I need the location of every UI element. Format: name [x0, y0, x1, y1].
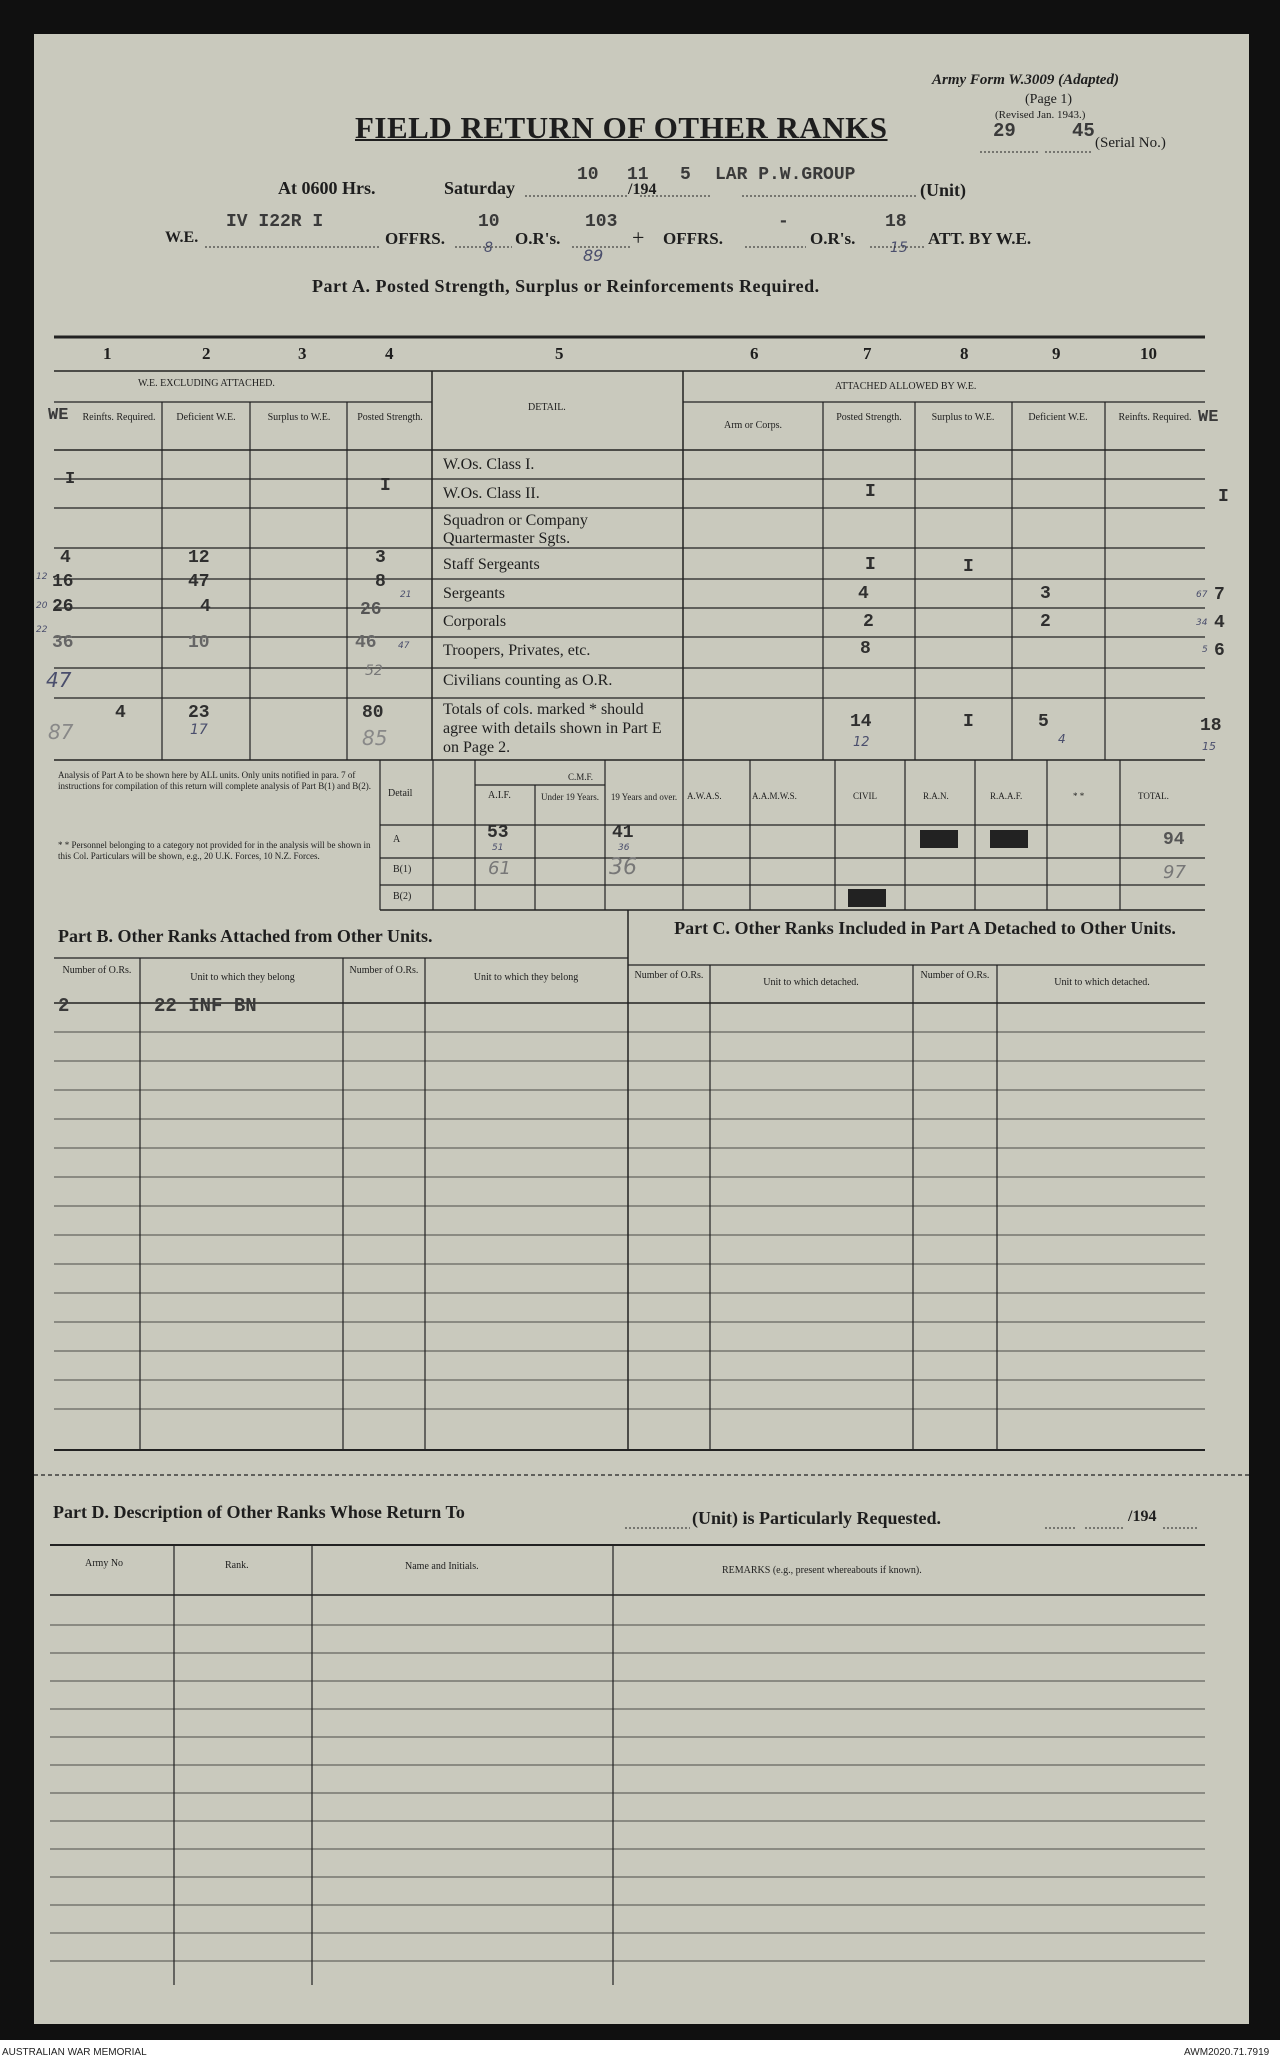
hw-c10-sgt: 67 [1196, 590, 1208, 600]
we-marker-left: WE [48, 406, 69, 425]
value-c10-sgt: 7 [1214, 585, 1225, 605]
ors-value: 103 [585, 212, 618, 232]
analysis-col-total: TOTAL. [1138, 791, 1169, 801]
value-c4-total: 80 [362, 703, 384, 723]
value-c9-total: 5 [1038, 712, 1049, 732]
time-label: At 0600 Hrs. [278, 178, 376, 198]
col-number-8: 8 [960, 344, 969, 363]
value-c1-sgt: 16 [52, 572, 74, 592]
offrs-value: 10 [478, 212, 500, 232]
part-b-col-unit: Unit to which they belong [190, 972, 295, 983]
part-d-col-army-no: Army No [85, 1558, 124, 1569]
analysis-b1-cmf: 36 [609, 855, 637, 880]
header-posted-strength-att: Posted Strength. [836, 412, 902, 423]
part-b-entry-number: 2 [58, 995, 70, 1017]
unit-name: LAR P.W.GROUP [715, 165, 856, 185]
analysis-col-awas: A.W.A.S. [687, 791, 722, 801]
hw-c10-total: 15 [1202, 740, 1216, 753]
analysis-b1-aif: 61 [488, 858, 511, 879]
footer-source: AUSTRALIAN WAR MEMORIAL [2, 2047, 147, 2058]
part-d-title-2: (Unit) is Particularly Requested. [692, 1508, 941, 1528]
analysis-col-cmf: C.M.F. [568, 772, 594, 782]
hw-c10-cpl: 34 [1196, 618, 1208, 628]
footer-accession: AWM2020.71.7919 [1184, 2047, 1270, 2058]
value-c7-tpr: 8 [860, 639, 871, 659]
value-c10-cpl: 4 [1214, 613, 1225, 633]
value-c1-wo1: I [65, 470, 76, 489]
value-c10-wo2: I [1218, 487, 1229, 507]
value-c7-sgt: 4 [858, 584, 869, 604]
detail-staff-sergeants: Staff Sergeants [443, 556, 540, 573]
att-label: ATT. BY W.E. [928, 229, 1032, 248]
value-c1-civ: 47 [46, 668, 72, 692]
value-c8-ssgt: I [963, 557, 974, 577]
analysis-col-aif: A.I.F. [488, 790, 511, 801]
value-c2-tpr: 10 [188, 633, 210, 653]
detail-troopers: Troopers, Privates, etc. [443, 642, 591, 659]
group-header-attached: ATTACHED ALLOWED BY W.E. [835, 381, 977, 392]
serial-number-2: 45 [1072, 120, 1095, 142]
value-c1-cpl: 26 [52, 597, 74, 617]
unit-label: (Unit) [920, 180, 966, 200]
value-c10-tpr: 6 [1214, 641, 1225, 661]
col-number-5: 5 [555, 344, 564, 363]
date-day: 10 [577, 165, 599, 185]
col-number-9: 9 [1052, 344, 1061, 363]
we-label: W.E. [165, 229, 199, 246]
header-posted-strength: Posted Strength. [357, 412, 423, 423]
header-arm-corps: Arm or Corps. [723, 420, 783, 431]
analysis-note-2: * * Personnel belonging to a category not provided for in the analysis will be shown in this Col. Particulars will be shown, e.g., 20 U.K. Forces, 10 N.Z. Forces. [58, 840, 371, 861]
analysis-col-other: * * [1073, 791, 1085, 801]
part-c-col-number-2: Number of O.Rs. [920, 970, 990, 981]
detail-corporals: Corporals [443, 613, 507, 630]
redaction-civil [848, 889, 886, 907]
value-c1-tpr: 36 [52, 633, 74, 653]
analysis-a-total: 94 [1163, 830, 1185, 850]
value-c7-ssgt: I [865, 555, 876, 575]
redaction-ran [920, 830, 958, 848]
we-marker-right: WE [1198, 408, 1219, 427]
ors-label: O.R's. [515, 229, 561, 248]
value-c4-wo2: I [380, 476, 391, 496]
offrs2-label: OFFRS. [663, 229, 723, 248]
value-c2-cpl: 4 [200, 597, 211, 617]
col-number-7: 7 [863, 344, 872, 363]
detail-sergeants: Sergeants [443, 585, 505, 602]
offrs-label: OFFRS. [385, 229, 445, 248]
analysis-a-aif-hw: 51 [492, 843, 504, 853]
part-d-col-name: Name and Initials. [405, 1561, 479, 1572]
we-value: IV I22R I [226, 212, 324, 232]
analysis-col-under19: Under 19 Years. [541, 792, 599, 802]
col-number-3: 3 [298, 344, 307, 363]
detail-totals: Totals of cols. marked * should agree with details shown in Part E on Page 2. [443, 701, 662, 756]
part-b-col-unit-2: Unit to which they belong [473, 972, 579, 983]
analysis-col-raaf: R.A.A.F. [990, 791, 1023, 801]
part-b-entry-unit: 22 INF BN [154, 995, 257, 1017]
detail-civilians: Civilians counting as O.R. [443, 672, 613, 689]
analysis-row-b2: B(2) [393, 891, 412, 902]
value-c9-sgt: 3 [1040, 584, 1051, 604]
offrs2-value: - [778, 212, 789, 232]
value-c2-ssgt: 12 [188, 548, 210, 568]
part-a-title: Part A. Posted Strength, Surplus or Reinforcements Required. [312, 276, 820, 296]
part-d-date: /194 [1128, 1508, 1157, 1525]
value-c1-ssgt: 4 [60, 548, 71, 568]
analysis-note-1: Analysis of Part A to be shown here by ALL units. Only units notified in para. 7 of instructions for compilation of this return will complete analysis of Part B(1) and B(2). [58, 770, 371, 791]
hw-c1-note-1: 12 [36, 572, 48, 582]
ors2-value: 18 [885, 212, 907, 232]
header-reinfts-required: Reinfts. Required. [82, 412, 156, 423]
header-deficient-we: Deficient W.E. [176, 412, 236, 423]
detail-header: DETAIL. [528, 402, 566, 413]
header-surplus-we-att: Surplus to W.E. [931, 412, 995, 423]
ors2-handwritten: 15 [890, 240, 908, 256]
revised-date: (Revised Jan. 1943.) [995, 109, 1086, 121]
plus-sign: + [632, 225, 645, 250]
analysis-row-b1: B(1) [393, 864, 412, 875]
date-month: 11 [627, 165, 649, 185]
hw-c9-total: 4 [1058, 732, 1066, 746]
value-c2-sgt: 47 [188, 572, 210, 592]
hw-c1-note-2: 20 [36, 601, 48, 611]
col-number-4: 4 [385, 344, 394, 363]
ors-handwritten: 89 [583, 246, 604, 265]
analysis-col-19-over: 19 Years and over. [610, 792, 678, 802]
detail-wo-class-2: W.Os. Class II. [443, 485, 540, 502]
header-reinfts-required-att: Reinfts. Required. [1118, 412, 1192, 423]
value-c4-sgt: 8 [375, 572, 386, 592]
value-c9-cpl: 2 [1040, 612, 1051, 632]
part-d-col-rank: Rank. [225, 1560, 249, 1571]
value-c10-total: 18 [1200, 716, 1222, 736]
value-c7-wo2: I [865, 482, 876, 502]
hw-c7-total: 12 [853, 735, 870, 750]
serial-label: (Serial No.) [1095, 135, 1166, 151]
part-b-title: Part B. Other Ranks Attached from Other Units. [58, 926, 433, 946]
col-number-2: 2 [202, 344, 211, 363]
analysis-a-aif: 53 [487, 823, 509, 843]
day-label: Saturday [444, 178, 516, 198]
year-label: /194 [628, 181, 657, 198]
col-number-10: 10 [1140, 344, 1157, 363]
value-c8-total: I [963, 712, 974, 732]
offrs-handwritten: 8 [484, 240, 493, 256]
part-b-col-number-2: Number of O.Rs. [349, 965, 419, 976]
part-c-col-number: Number of O.Rs. [634, 970, 704, 981]
analysis-col-aamws: A.A.M.W.S. [752, 791, 797, 801]
page-number: (Page 1) [1025, 92, 1073, 107]
part-c-col-unit: Unit to which detached. [763, 977, 859, 988]
year-value: 5 [680, 165, 691, 185]
analysis-b1-total: 97 [1163, 862, 1186, 883]
value-c4-tpr: 46 [355, 633, 377, 653]
hw-c1-note-3: 22 [36, 625, 48, 635]
col-number-1: 1 [103, 344, 112, 363]
header-surplus-we: Surplus to W.E. [267, 412, 331, 423]
hw-c4-total: 85 [362, 726, 388, 750]
value-c7-total: 14 [850, 712, 872, 732]
analysis-a-cmf-hw: 36 [618, 843, 630, 853]
analysis-col-detail: Detail [388, 788, 413, 799]
ors2-label: O.R's. [810, 229, 856, 248]
redaction-raaf [990, 830, 1028, 848]
serial-number: 29 [993, 120, 1016, 142]
part-d-title: Part D. Description of Other Ranks Whose Return To [53, 1502, 465, 1522]
value-c1-total: 4 [115, 703, 126, 723]
part-c-col-unit-2: Unit to which detached. [1054, 977, 1150, 988]
value-c4-cpl: 26 [360, 600, 382, 620]
analysis-row-a: A [393, 834, 401, 845]
form-id: Army Form W.3009 (Adapted) [932, 72, 1119, 88]
group-header-we-excluding: W.E. EXCLUDING ATTACHED. [138, 378, 275, 389]
analysis-col-ran: R.A.N. [923, 791, 949, 801]
page-title: FIELD RETURN OF OTHER RANKS [355, 110, 888, 145]
part-c-title: Part C. Other Ranks Included in Part A Detached to Other Units. [674, 918, 1176, 938]
hw-c10-tpr: 5 [1202, 645, 1208, 655]
value-c4-civ: 52 [365, 663, 383, 679]
value-c7-cpl: 2 [863, 612, 874, 632]
header-deficient-we-att: Deficient W.E. [1028, 412, 1088, 423]
value-c2-total: 23 [188, 703, 210, 723]
analysis-col-civil: CIVIL [853, 791, 877, 801]
part-d-col-remarks: REMARKS (e.g., present whereabouts if known). [722, 1565, 922, 1576]
hw-c2-total: 17 [190, 722, 208, 738]
part-b-col-number: Number of O.Rs. [62, 965, 132, 976]
detail-wo-class-1: W.Os. Class I. [443, 456, 535, 473]
hw-c4-sgt: 21 [400, 590, 412, 600]
col-number-6: 6 [750, 344, 759, 363]
analysis-a-cmf: 41 [612, 823, 634, 843]
value-c4-ssgt: 3 [375, 548, 386, 568]
hw-c4-tpr: 47 [398, 641, 410, 651]
detail-qm-sgts: Squadron or Company Quartermaster Sgts. [443, 512, 588, 547]
hw-c1-total: 87 [48, 720, 74, 744]
